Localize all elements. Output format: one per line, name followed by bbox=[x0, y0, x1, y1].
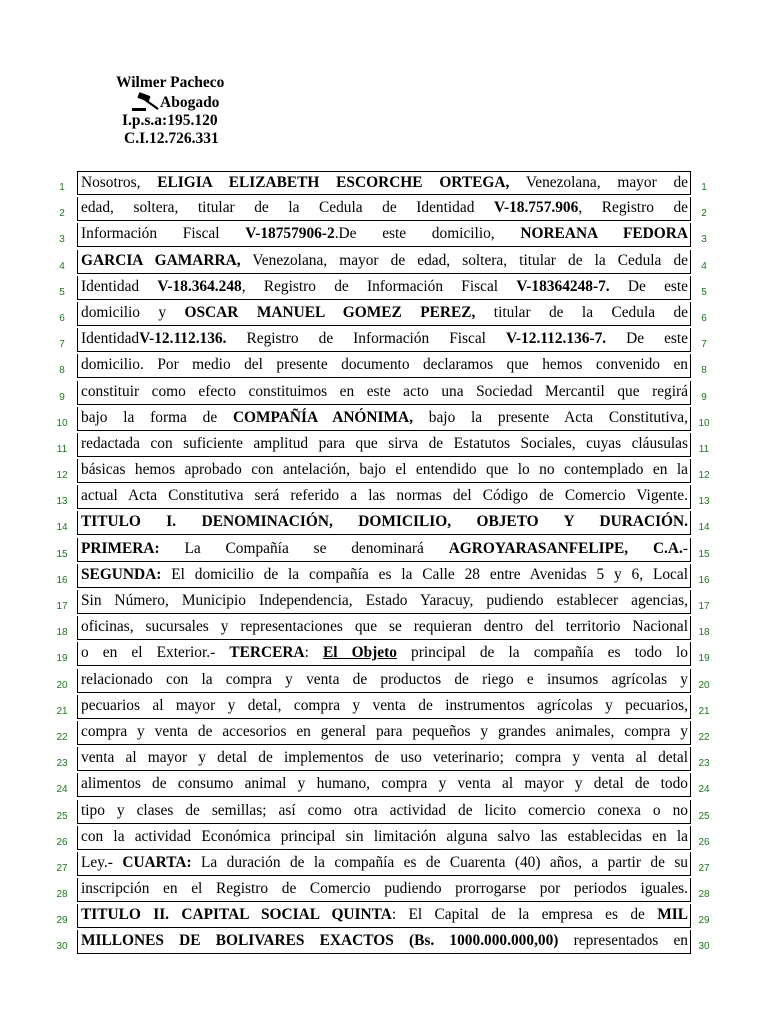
text-run: ELIGIA ELIZABETH ESCORCHE ORTEGA, bbox=[157, 174, 510, 191]
text-run: domicilio. Por medio del presente documento declaramos que hemos convenido en bbox=[81, 356, 688, 374]
text-run: El Objeto bbox=[322, 644, 397, 662]
text-run: bajo la forma de bbox=[81, 408, 233, 426]
lawyer-title-row bbox=[110, 92, 270, 112]
line-number-right: 14 bbox=[698, 522, 710, 534]
line-number-left: 18 bbox=[56, 627, 68, 639]
document-line bbox=[0, 328, 768, 354]
line-number-right: 9 bbox=[701, 391, 707, 403]
document-line bbox=[0, 747, 768, 773]
line-text bbox=[81, 670, 688, 690]
line-box bbox=[77, 302, 691, 326]
text-run: , Registro de Información Fiscal bbox=[241, 277, 517, 295]
line-text bbox=[81, 827, 688, 847]
document-line bbox=[0, 459, 768, 485]
text-run: El domicilio de la compañía es la Calle 28 entre Avenidas 5 y 6, Local bbox=[161, 565, 688, 583]
line-text bbox=[81, 643, 688, 663]
line-number-right: 6 bbox=[701, 312, 707, 324]
line-number-left: 29 bbox=[56, 915, 68, 927]
text-run: - bbox=[682, 539, 688, 557]
text-run: Nosotros, bbox=[81, 174, 158, 191]
line-box bbox=[77, 433, 691, 457]
line-box bbox=[77, 485, 691, 509]
line-box bbox=[77, 459, 691, 483]
line-box bbox=[77, 747, 691, 771]
text-run: .De este domicilio, bbox=[334, 225, 521, 243]
line-box bbox=[77, 590, 691, 614]
text-run: TITULO I. DENOMINACIÓN, DOMICILIO, OBJETO Y DURACIÓN. bbox=[81, 513, 688, 531]
line-text bbox=[81, 486, 688, 506]
text-run: básicas hemos aprobado con antelación, bajo el entendido que lo no contemplado en la bbox=[81, 461, 688, 479]
text-run: TERCERA bbox=[229, 644, 305, 662]
line-box bbox=[77, 878, 691, 902]
line-box bbox=[77, 773, 691, 797]
document-line bbox=[0, 354, 768, 380]
line-number-right: 11 bbox=[698, 443, 710, 455]
line-box bbox=[77, 616, 691, 640]
line-text bbox=[81, 408, 688, 428]
document-line bbox=[0, 773, 768, 799]
line-number-left: 27 bbox=[56, 862, 68, 874]
line-number-right: 20 bbox=[698, 679, 710, 691]
line-number-right: 19 bbox=[698, 653, 710, 665]
line-box bbox=[77, 171, 691, 195]
text-run: con la actividad Económica principal sin limitación alguna salvo las establecidas en la bbox=[81, 827, 688, 845]
line-box bbox=[77, 328, 691, 352]
id-number: C.I.12.726.331 bbox=[124, 130, 219, 147]
line-number-left: 8 bbox=[59, 365, 65, 377]
text-run: principal de la compañía es todo lo bbox=[396, 644, 688, 662]
text-run: V-12.112.136-7. bbox=[505, 330, 607, 348]
line-number-right: 13 bbox=[698, 496, 710, 508]
line-number-right: 25 bbox=[698, 810, 710, 822]
line-number-right: 15 bbox=[698, 548, 710, 560]
text-run: inscripción en el Registro de Comercio pudiendo prorrogarse por periodos iguales. bbox=[81, 880, 688, 898]
line-text bbox=[81, 198, 688, 218]
document-line bbox=[0, 590, 768, 616]
line-number-right: 17 bbox=[698, 601, 710, 612]
ipsa-number: I.p.s.a:195.120 bbox=[122, 112, 218, 129]
line-text bbox=[81, 224, 688, 244]
line-number-right: 4 bbox=[701, 260, 707, 272]
text-run: alimentos de consumo animal y humano, compra y venta al mayor y detal de todo bbox=[81, 775, 688, 793]
line-number-right: 28 bbox=[698, 889, 710, 901]
line-text bbox=[81, 931, 688, 951]
line-number-left: 28 bbox=[56, 889, 68, 901]
text-run: pecuarios al mayor y detal, compra y venta de instrumentos agrícolas y pecuarios, bbox=[81, 696, 688, 714]
line-box bbox=[77, 669, 691, 693]
line-text bbox=[81, 774, 688, 794]
line-number-left: 11 bbox=[56, 443, 68, 455]
line-box bbox=[77, 852, 691, 876]
text-run: Información Fiscal bbox=[81, 225, 246, 243]
text-run: : El Capital de la empresa es de bbox=[391, 906, 658, 924]
line-number-left: 22 bbox=[56, 731, 68, 743]
text-run: COMPAÑÍA ANÓNIMA, bbox=[232, 408, 413, 426]
text-run: OSCAR MANUEL GOMEZ PEREZ, bbox=[184, 303, 476, 321]
text-run: Venezolana, mayor de edad, soltera, titular de la Cedula de bbox=[240, 251, 688, 269]
document-line bbox=[0, 433, 768, 459]
text-run: AGROYARASANFELIPE, C.A. bbox=[448, 539, 683, 557]
text-run: edad, soltera, titular de la Cedula de Identidad bbox=[81, 199, 494, 217]
line-box bbox=[77, 695, 691, 719]
document-line bbox=[0, 538, 768, 564]
line-number-left: 24 bbox=[56, 784, 68, 796]
line-number-right: 16 bbox=[698, 574, 710, 586]
gavel-icon bbox=[130, 92, 160, 112]
line-box bbox=[77, 904, 691, 928]
text-run: compra y venta de accesorios en general para pequeños y grandes animales, compra y bbox=[81, 722, 688, 740]
line-text bbox=[81, 617, 688, 637]
line-text bbox=[81, 879, 688, 899]
document-line bbox=[0, 302, 768, 328]
line-number-left: 6 bbox=[59, 312, 65, 324]
line-number-left: 15 bbox=[56, 548, 68, 560]
document-line bbox=[0, 904, 768, 930]
text-run: Ley.- bbox=[81, 853, 123, 871]
document-line bbox=[0, 930, 768, 956]
document-line bbox=[0, 485, 768, 511]
line-number-left: 3 bbox=[59, 234, 65, 246]
document-line bbox=[0, 250, 768, 276]
document-line bbox=[0, 197, 768, 223]
letterhead bbox=[110, 74, 270, 148]
line-number-right: 3 bbox=[701, 234, 707, 246]
line-text bbox=[81, 905, 688, 925]
line-number-right: 27 bbox=[698, 862, 710, 874]
text-run: Venezolana, mayor de bbox=[509, 174, 688, 191]
text-run: titular de la Cedula de bbox=[475, 303, 688, 321]
text-run: V-18.757.906 bbox=[493, 199, 579, 217]
document-line bbox=[0, 171, 768, 197]
lawyer-name: Wilmer Pacheco bbox=[116, 74, 225, 91]
line-box bbox=[77, 721, 691, 745]
line-text bbox=[81, 460, 688, 480]
document-line bbox=[0, 407, 768, 433]
line-text bbox=[81, 329, 688, 349]
line-box bbox=[77, 800, 691, 824]
line-text bbox=[81, 853, 688, 873]
line-number-left: 20 bbox=[56, 679, 68, 691]
line-text bbox=[81, 748, 688, 768]
line-text bbox=[81, 696, 688, 716]
text-run: Registro de Información Fiscal bbox=[226, 330, 506, 348]
line-number-right: 12 bbox=[698, 470, 710, 482]
line-number-left: 23 bbox=[56, 758, 68, 770]
lawyer-title: Abogado bbox=[160, 94, 220, 111]
document-line bbox=[0, 826, 768, 852]
document-line bbox=[0, 669, 768, 695]
text-run: constituir como efecto constituimos en este acto una Sociedad Mercantil que regirá bbox=[81, 382, 688, 400]
line-text bbox=[81, 277, 688, 297]
document-line bbox=[0, 276, 768, 302]
line-text bbox=[81, 303, 688, 323]
document-line bbox=[0, 852, 768, 878]
line-text bbox=[81, 251, 688, 271]
text-run: Identidad bbox=[81, 277, 158, 295]
text-run: relacionado con la compra y venta de productos de riego e insumos agrícolas y bbox=[81, 670, 688, 688]
line-box bbox=[77, 538, 691, 562]
line-box bbox=[77, 276, 691, 300]
document-line bbox=[0, 695, 768, 721]
line-number-right: 26 bbox=[698, 836, 710, 848]
text-run: oficinas, sucursales y representaciones que se requieran dentro del territorio Nacional bbox=[81, 618, 688, 636]
text-run: : bbox=[304, 644, 323, 662]
text-run: La duración de la compañía es de Cuarenta (40) años, a partir de su bbox=[191, 853, 688, 871]
line-box bbox=[77, 381, 691, 405]
line-number-left: 17 bbox=[56, 601, 68, 612]
line-text bbox=[81, 355, 688, 375]
text-run: , Registro de bbox=[578, 199, 688, 217]
text-run: V-12.112.136. bbox=[139, 330, 227, 348]
line-number-left: 1 bbox=[59, 182, 65, 193]
document-line bbox=[0, 721, 768, 747]
document-line bbox=[0, 511, 768, 537]
line-box bbox=[77, 564, 691, 588]
text-run: La Compañía se denominará bbox=[159, 539, 449, 557]
document-line bbox=[0, 800, 768, 826]
text-run: tipo y clases de semillas; así como otra actividad de licito comercio conexa o no bbox=[81, 801, 688, 819]
line-number-left: 7 bbox=[59, 339, 65, 351]
line-box bbox=[77, 642, 691, 666]
line-number-left: 2 bbox=[59, 208, 65, 220]
text-run: V-18364248-7. bbox=[516, 277, 610, 295]
text-run: NOREANA FEDORA bbox=[520, 225, 688, 243]
document-line bbox=[0, 616, 768, 642]
line-number-right: 1 bbox=[701, 182, 707, 193]
line-box bbox=[77, 223, 691, 247]
text-run: Sin Número, Municipio Independencia, Estado Yaracuy, pudiendo establecer agencias, bbox=[81, 592, 688, 609]
line-number-right: 10 bbox=[698, 417, 710, 429]
document-line bbox=[0, 564, 768, 590]
line-box bbox=[77, 930, 691, 954]
line-number-left: 26 bbox=[56, 836, 68, 848]
document-body bbox=[0, 171, 768, 957]
text-run: representados en bbox=[558, 932, 688, 950]
document-line bbox=[0, 223, 768, 249]
line-text bbox=[81, 382, 688, 402]
line-number-right: 2 bbox=[701, 208, 707, 220]
text-run: MIL bbox=[657, 906, 688, 924]
line-number-left: 9 bbox=[59, 391, 65, 403]
document-line bbox=[0, 642, 768, 668]
text-run: De este bbox=[609, 277, 688, 295]
line-number-right: 22 bbox=[698, 731, 710, 743]
line-number-right: 8 bbox=[701, 365, 707, 377]
line-number-left: 12 bbox=[56, 470, 68, 482]
text-run: domicilio y bbox=[81, 303, 185, 321]
document-line bbox=[0, 878, 768, 904]
line-text bbox=[81, 591, 688, 611]
line-number-left: 21 bbox=[56, 705, 68, 717]
text-run: SEGUNDA: bbox=[81, 565, 162, 583]
text-run: o en el Exterior.- bbox=[81, 644, 230, 662]
line-number-left: 25 bbox=[56, 810, 68, 822]
line-number-left: 19 bbox=[56, 653, 68, 665]
line-number-left: 5 bbox=[59, 286, 65, 298]
line-box bbox=[77, 250, 691, 274]
line-number-right: 7 bbox=[701, 339, 707, 351]
text-run: MILLONES DE BOLIVARES EXACTOS (Bs. 1000.000.000,00) bbox=[81, 932, 559, 950]
line-number-left: 14 bbox=[56, 522, 68, 534]
line-number-right: 21 bbox=[698, 705, 710, 717]
line-text bbox=[81, 434, 688, 454]
line-number-right: 30 bbox=[698, 941, 710, 953]
line-number-right: 23 bbox=[698, 758, 710, 770]
text-run: TITULO II. CAPITAL SOCIAL QUINTA bbox=[81, 906, 392, 924]
line-number-left: 30 bbox=[56, 941, 68, 953]
line-box bbox=[77, 826, 691, 850]
document-line bbox=[0, 381, 768, 407]
line-number-right: 24 bbox=[698, 784, 710, 796]
text-run: CUARTA: bbox=[122, 853, 192, 871]
text-run: bajo la presente Acta Constitutiva, bbox=[413, 408, 688, 426]
line-number-right: 5 bbox=[701, 286, 707, 298]
text-run: De este bbox=[606, 330, 688, 348]
line-box bbox=[77, 511, 691, 535]
line-text bbox=[81, 512, 688, 532]
text-run: venta al mayor y detal de implementos de uso veterinario; compra y venta al detal bbox=[81, 749, 688, 767]
text-run: GARCIA GAMARRA, bbox=[81, 251, 241, 269]
text-run: PRIMERA: bbox=[81, 539, 160, 557]
line-number-left: 16 bbox=[56, 574, 68, 586]
line-box bbox=[77, 354, 691, 378]
text-run: Identidad bbox=[81, 330, 140, 348]
line-number-left: 13 bbox=[56, 496, 68, 508]
text-run: redactada con suficiente amplitud para que sirva de Estatutos Sociales, cuyas cláusulas bbox=[81, 434, 688, 452]
line-box bbox=[77, 407, 691, 431]
text-run: V-18.364.248 bbox=[157, 277, 242, 295]
line-number-left: 4 bbox=[59, 260, 65, 272]
text-run: actual Acta Constitutiva será referido a las normas del Código de Comercio Vigente. bbox=[81, 487, 688, 505]
line-text bbox=[81, 801, 688, 821]
line-number-right: 29 bbox=[698, 915, 710, 927]
text-run: V-18757906-2 bbox=[245, 225, 335, 243]
line-text bbox=[81, 722, 688, 742]
line-number-left: 10 bbox=[56, 417, 68, 429]
line-text bbox=[81, 539, 688, 559]
line-box bbox=[77, 197, 691, 221]
line-text bbox=[81, 173, 688, 193]
line-text bbox=[81, 565, 688, 585]
line-number-right: 18 bbox=[698, 627, 710, 639]
